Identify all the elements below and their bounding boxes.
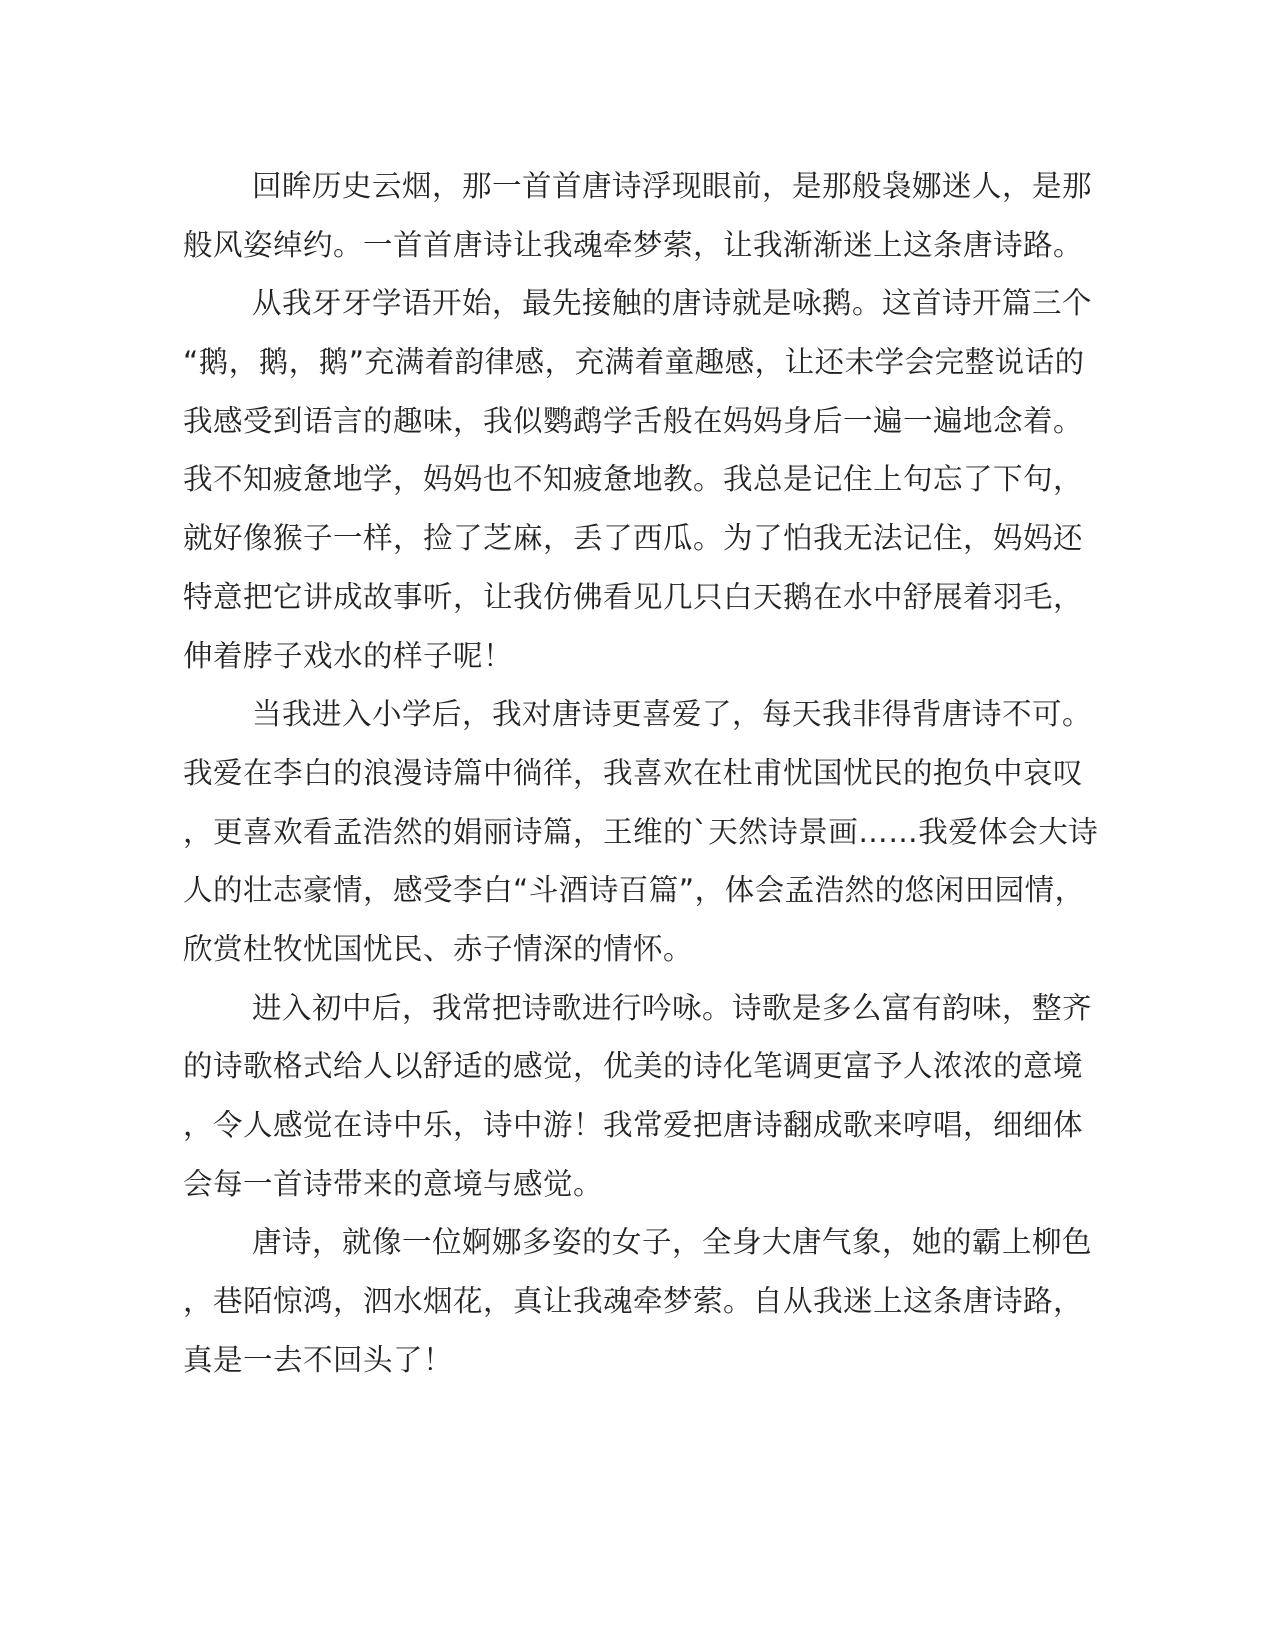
paragraph-3-line-1: 当我进入小学后，我对唐诗更喜爱了，每天我非得背唐诗不可。 [252, 697, 1093, 732]
paragraph-1-line-1: 回眸历史云烟，那一首首唐诗浮现眼前，是那般袅娜迷人，是那 [252, 169, 1093, 203]
paragraph-3-line-2: 我爱在李白的浪漫诗篇中徜徉，我喜欢在杜甫忧国忧民的抱负中哀叹 [183, 755, 1084, 790]
paragraph-3-line-3: ，更喜欢看孟浩然的娟丽诗篇，王维的`天然诗景画……我爱体会大诗 [183, 814, 1099, 849]
paragraph-2-line-3: 我感受到语言的趣味，我似鹦鹉学舌般在妈妈身后一遍一遍地念着。 [183, 403, 1084, 438]
essay-body [183, 157, 1099, 1389]
paragraph-1-line-2: 般风姿绰约。一首首唐诗让我魂牵梦萦，让我渐渐迷上这条唐诗路。 [183, 227, 1084, 262]
paragraph-4-line-3: ，令人感觉在诗中乐，诗中游！我常爱把唐诗翻成歌来哼唱，细细体 [183, 1108, 1084, 1142]
paragraph-3-line-5: 欣赏杜牧忧国忧民、赤子情深的情怀。 [183, 931, 694, 966]
paragraph-3-line-4: 人的壮志豪情，感受李白“斗酒诗百篇”，体会孟浩然的悠闲田园情， [183, 873, 1085, 908]
paragraph-5-line-3: 真是一去不回头了！ [183, 1342, 454, 1377]
paragraph-2-line-4: 我不知疲惫地学，妈妈也不知疲惫地教。我总是记住上句忘了下句， [183, 462, 1084, 497]
paragraph-4-line-1: 进入初中后，我常把诗歌进行吟咏。诗歌是多么富有韵味，整齐 [252, 990, 1093, 1025]
paragraph-2-line-7: 伸着脖子戏水的样子呢！ [183, 638, 514, 673]
paragraph-2-line-6: 特意把它讲成故事听，让我仿佛看见几只白天鹅在水中舒展着羽毛， [183, 579, 1084, 614]
paragraph-2-line-1: 从我牙牙学语开始，最先接触的唐诗就是咏鹅。这首诗开篇三个 [252, 286, 1093, 321]
paragraph-5-line-1: 唐诗，就像一位婀娜多姿的女子，全身大唐气象，她的霸上柳色 [252, 1225, 1093, 1260]
paragraph-2-line-5: 就好像猴子一样，捡了芝麻，丢了西瓜。为了怕我无法记住，妈妈还 [183, 521, 1084, 556]
paragraph-4-line-2: 的诗歌格式给人以舒适的感觉，优美的诗化笔调更富予人浓浓的意境 [183, 1049, 1084, 1084]
paragraph-5-line-2: ，巷陌惊鸿，泗水烟花，真让我魂牵梦萦。自从我迷上这条唐诗路， [183, 1284, 1084, 1319]
paragraph-2-line-2: “鹅，鹅，鹅”充满着韵律感，充满着童趣感，让还未学会完整说话的 [183, 345, 1085, 380]
paragraph-4-line-4: 会每一首诗带来的意境与感觉。 [183, 1166, 604, 1201]
